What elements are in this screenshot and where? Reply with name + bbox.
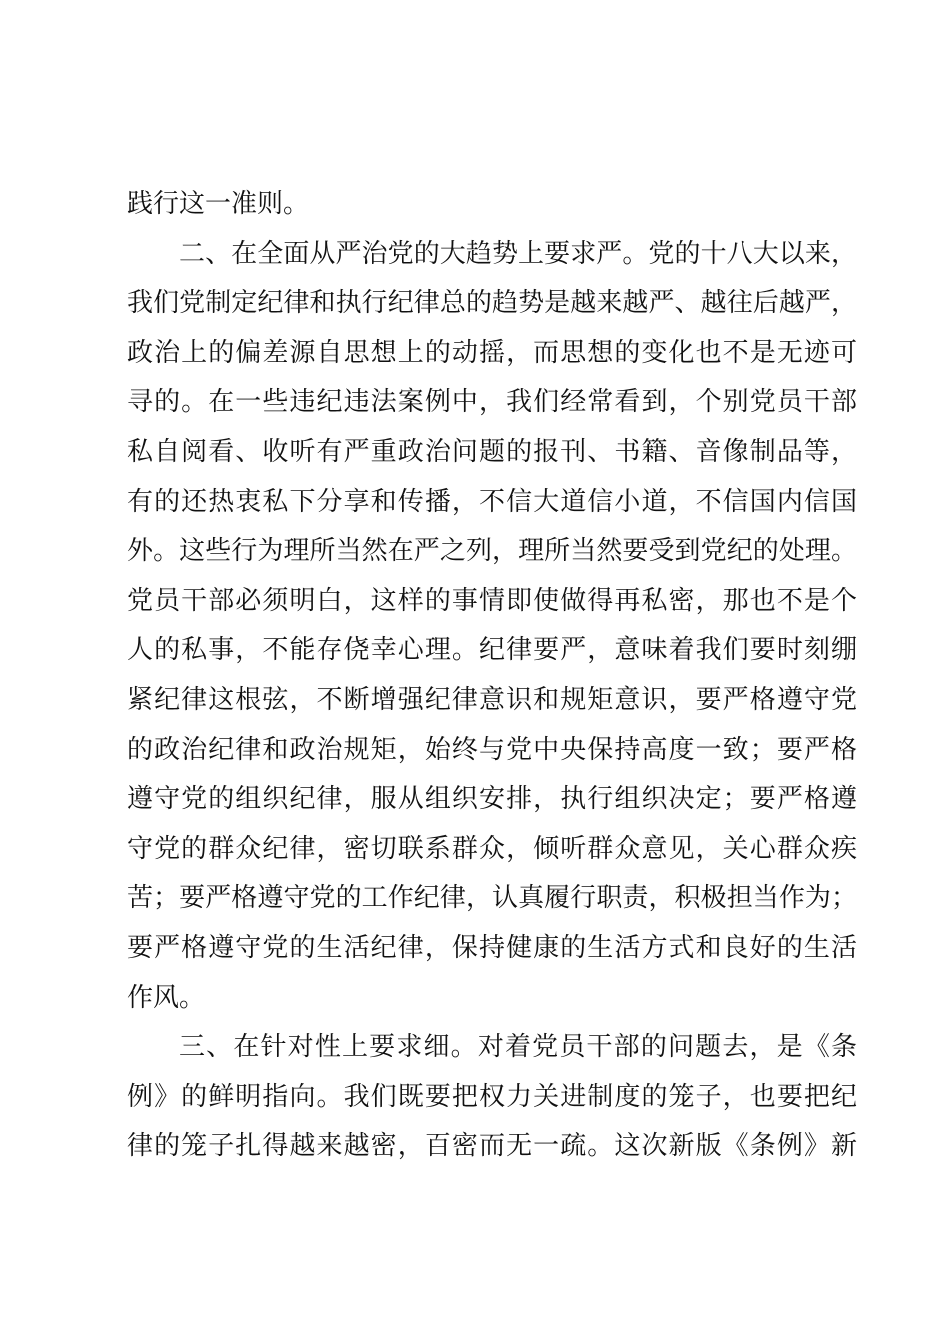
text-line: 紧纪律这根弦，不断增强纪律意识和规矩意识，要严格遵守党	[127, 684, 857, 715]
text-line: 遵守党的组织纪律，服从组织安排，执行组织决定；要严格遵	[127, 784, 857, 815]
text-line: 政治上的偏差源自思想上的动摇，而思想的变化也不是无迹可	[127, 337, 857, 368]
text-line: 的政治纪律和政治规矩，始终与党中央保持高度一致；要严格	[127, 734, 857, 765]
paragraph-three-first-line: 三、在针对性上要求细。对着党员干部的问题去，是《条	[179, 1032, 857, 1063]
paragraph-two-first-line: 二、在全面从严治党的大趋势上要求严。党的十八大以来，	[179, 238, 857, 269]
text-line: 例》的鲜明指向。我们既要把权力关进制度的笼子，也要把纪	[127, 1081, 857, 1112]
text-line: 作风。	[127, 982, 206, 1013]
text-line: 律的笼子扎得越来越密，百密而无一疏。这次新版《条例》新	[127, 1131, 857, 1162]
text-line: 我们党制定纪律和执行纪律总的趋势是越来越严、越往后越严，	[127, 288, 857, 319]
document-body	[127, 180, 857, 1172]
text-line: 苦；要严格遵守党的工作纪律，认真履行职责，积极担当作为；	[127, 883, 857, 914]
text-line: 要严格遵守党的生活纪律，保持健康的生活方式和良好的生活	[127, 932, 857, 963]
text-line: 寻的。在一些违纪违法案例中，我们经常看到，个别党员干部	[127, 387, 857, 418]
text-line: 人的私事，不能存侥幸心理。纪律要严，意味着我们要时刻绷	[127, 635, 857, 666]
text-line: 私自阅看、收听有严重政治问题的报刊、书籍、音像制品等，	[127, 436, 857, 467]
text-line: 践行这一准则。	[127, 189, 310, 219]
text-line: 外。这些行为理所当然在严之列，理所当然要受到党纪的处理。	[127, 536, 857, 567]
text-line: 党员干部必须明白，这样的事情即使做得再私密，那也不是个	[127, 585, 857, 616]
text-line: 守党的群众纪律，密切联系群众，倾听群众意见，关心群众疾	[127, 833, 857, 864]
text-line: 有的还热衷私下分享和传播，不信大道信小道，不信国内信国	[127, 486, 857, 517]
